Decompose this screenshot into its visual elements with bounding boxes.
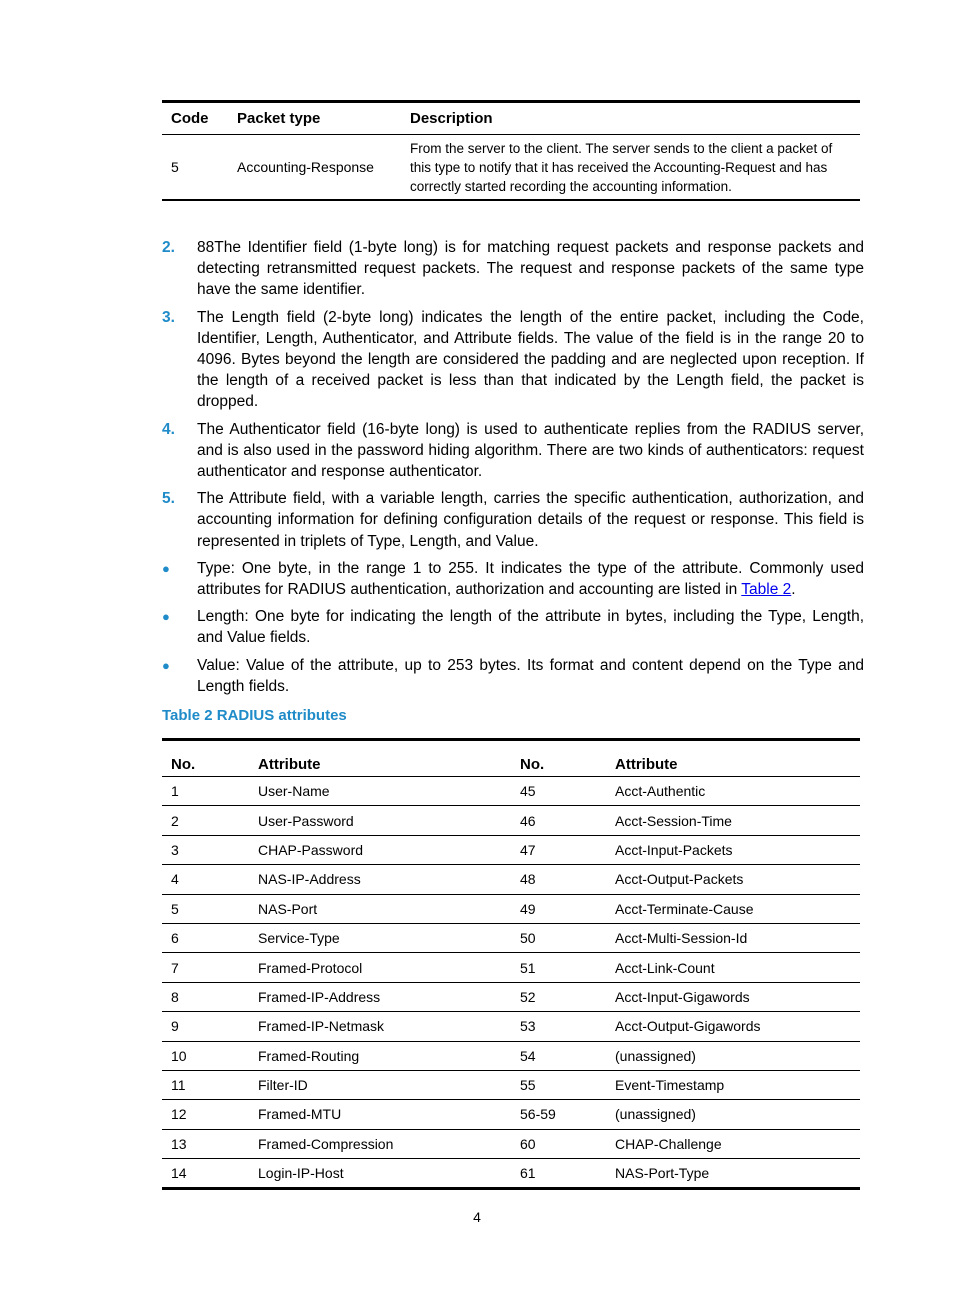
cell-no: 9 — [162, 1012, 249, 1041]
cell-no: 52 — [511, 982, 606, 1011]
cell-no: 5 — [162, 894, 249, 923]
table-2-link[interactable]: Table 2 — [741, 581, 792, 599]
bullet-icon: ● — [162, 560, 170, 576]
cell-description: From the server to the client. The server sends to the client a packet of this type to notify that it has received the Accounting-Request and has correctly started recording the accounting information. — [410, 140, 833, 194]
cell-attribute: Framed-Routing — [249, 1041, 511, 1070]
cell-no: 54 — [511, 1041, 606, 1070]
header-no: No. — [511, 740, 606, 777]
cell-no: 3 — [162, 835, 249, 864]
cell-attribute: Event-Timestamp — [606, 1070, 860, 1099]
list-number: 3. — [162, 308, 175, 326]
list-number: 2. — [162, 239, 175, 256]
header-attribute: Attribute — [249, 740, 511, 777]
cell-no: 4 — [162, 865, 249, 894]
table-row — [162, 135, 860, 201]
cell-attribute: Framed-IP-Netmask — [249, 1012, 511, 1041]
cell-attribute: Acct-Session-Time — [606, 806, 860, 835]
cell-attribute: Framed-IP-Address — [249, 982, 511, 1011]
cell-no: 46 — [511, 806, 606, 835]
cell-no: 61 — [520, 1165, 536, 1182]
table-row — [162, 777, 860, 806]
cell-no: 47 — [511, 835, 606, 864]
table-header-row — [162, 740, 860, 777]
cell-no: 50 — [511, 923, 606, 952]
cell-no: 51 — [511, 953, 606, 982]
table-row — [162, 894, 860, 923]
table-caption: Table 2 RADIUS attributes — [162, 707, 347, 724]
cell-no: 56-59 — [511, 1100, 606, 1129]
cell-attribute: Acct-Multi-Session-Id — [606, 923, 860, 952]
cell-no: 60 — [511, 1129, 606, 1158]
cell-attribute: NAS-Port — [249, 894, 511, 923]
list-number: 4. — [162, 420, 175, 438]
bullet-item-length — [162, 606, 864, 648]
cell-attribute: Acct-Input-Gigawords — [606, 982, 860, 1011]
cell-no: 48 — [511, 865, 606, 894]
table-row — [162, 865, 860, 894]
list-text: The Attribute field, with a variable length, carries the specific authentication, authorization, and accounting information for defining configuration details of the request or response. This field is represented in triplets of Type, Length, and Value. — [197, 490, 864, 550]
bullet-text — [197, 558, 864, 600]
bullet-icon: ● — [162, 609, 170, 625]
cell-attribute: Acct-Authentic — [606, 777, 860, 806]
cell-no: 11 — [162, 1070, 249, 1099]
cell-attribute: NAS-Port-Type — [615, 1165, 710, 1182]
page-number: 4 — [473, 1209, 481, 1225]
bullet-text: Value: Value of the attribute, up to 253 bytes. Its format and content depend on the Type and Length fields. — [197, 656, 864, 695]
radius-attributes-table — [162, 738, 860, 1190]
table-row — [162, 982, 860, 1011]
table-row — [162, 806, 860, 835]
packet-type-table — [162, 100, 860, 201]
table-row — [162, 1012, 860, 1041]
cell-attribute: Service-Type — [249, 923, 511, 952]
bullet-icon: ● — [162, 657, 170, 673]
cell-attribute: CHAP-Challenge — [606, 1129, 860, 1158]
cell-attribute: Acct-Link-Count — [606, 953, 860, 982]
list-item — [162, 307, 864, 413]
bullet-type-suffix: . — [791, 581, 796, 599]
cell-no: 45 — [511, 777, 606, 806]
cell-attribute: (unassigned) — [606, 1100, 860, 1129]
cell-packet-type: Accounting-Response — [237, 159, 374, 175]
header-packet-type: Packet type — [228, 102, 401, 135]
cell-no: 2 — [162, 806, 249, 835]
attribute-rows — [162, 777, 860, 1189]
cell-attribute: User-Password — [249, 806, 511, 835]
list-text: The Authenticator field (16-byte long) is used to authenticate replies from the RADIUS server, and is also used in the password hiding algorithm. There are two kinds of authenticators: request authenticator and response authenticator. — [197, 420, 864, 481]
cell-no: 55 — [511, 1070, 606, 1099]
cell-attribute: CHAP-Password — [249, 835, 511, 864]
list-text: 88The Identifier field (1-byte long) is for matching request packets and response packets and detecting retransmitted request packets. The request and response packets of the same type have the same identifier. — [197, 239, 864, 299]
table-header-row — [162, 102, 860, 135]
cell-attribute: Acct-Output-Packets — [606, 865, 860, 894]
cell-code: 5 — [171, 159, 179, 175]
table-row — [162, 835, 860, 864]
table-row — [162, 953, 860, 982]
list-number: 5. — [162, 490, 175, 508]
cell-attribute: Acct-Output-Gigawords — [606, 1012, 860, 1041]
cell-no: 1 — [162, 777, 249, 806]
list-item — [162, 419, 864, 483]
header-code: Code — [162, 102, 228, 135]
list-item — [162, 488, 864, 552]
table-row — [162, 1070, 860, 1099]
cell-attribute: User-Name — [249, 777, 511, 806]
cell-no: 53 — [511, 1012, 606, 1041]
header-no: No. — [162, 740, 249, 777]
cell-no: 8 — [162, 982, 249, 1011]
bullet-item-type — [162, 558, 864, 600]
cell-attribute: (unassigned) — [606, 1041, 860, 1070]
table-row — [162, 1159, 860, 1189]
bullet-type-text: Type: One byte, in the range 1 to 255. It indicates the type of the attribute. Commonly used attributes for RADIUS authentication, authorization and accounting are listed in — [197, 559, 864, 599]
cell-attribute: Acct-Input-Packets — [606, 835, 860, 864]
cell-attribute: Framed-Compression — [249, 1129, 511, 1158]
table-row — [162, 923, 860, 952]
cell-attribute: Acct-Terminate-Cause — [606, 894, 860, 923]
list-item — [162, 237, 864, 301]
cell-no: 7 — [162, 953, 249, 982]
bullet-item-value — [162, 655, 864, 697]
field-description-list — [162, 237, 864, 703]
cell-no: 6 — [162, 923, 249, 952]
table-row — [162, 1041, 860, 1070]
cell-attribute: Login-IP-Host — [258, 1165, 344, 1182]
header-description: Description — [401, 102, 860, 135]
table-row — [162, 1100, 860, 1129]
cell-no: 13 — [162, 1129, 249, 1158]
cell-no: 10 — [162, 1041, 249, 1070]
cell-attribute: NAS-IP-Address — [249, 865, 511, 894]
cell-no: 49 — [511, 894, 606, 923]
list-text: The Length field (2-byte long) indicates the length of the entire packet, including the Code, Identifier, Length, Authenticator, and Attribute fields. The value of the field is in the range 20 to 4096. Bytes beyond the length are considered the padding and are neglected upon reception. If the length of a received packet is less than that indicated by the Length field, the packet is dropped. — [197, 308, 864, 411]
cell-attribute: Framed-MTU — [249, 1100, 511, 1129]
table-row — [162, 1129, 860, 1158]
bullet-text: Length: One byte for indicating the length of the attribute in bytes, including the Type, Length, and Value fields. — [197, 608, 864, 647]
cell-attribute: Framed-Protocol — [249, 953, 511, 982]
cell-attribute: Filter-ID — [249, 1070, 511, 1099]
cell-no: 14 — [171, 1165, 187, 1182]
header-attribute: Attribute — [606, 740, 860, 777]
cell-no: 12 — [162, 1100, 249, 1129]
